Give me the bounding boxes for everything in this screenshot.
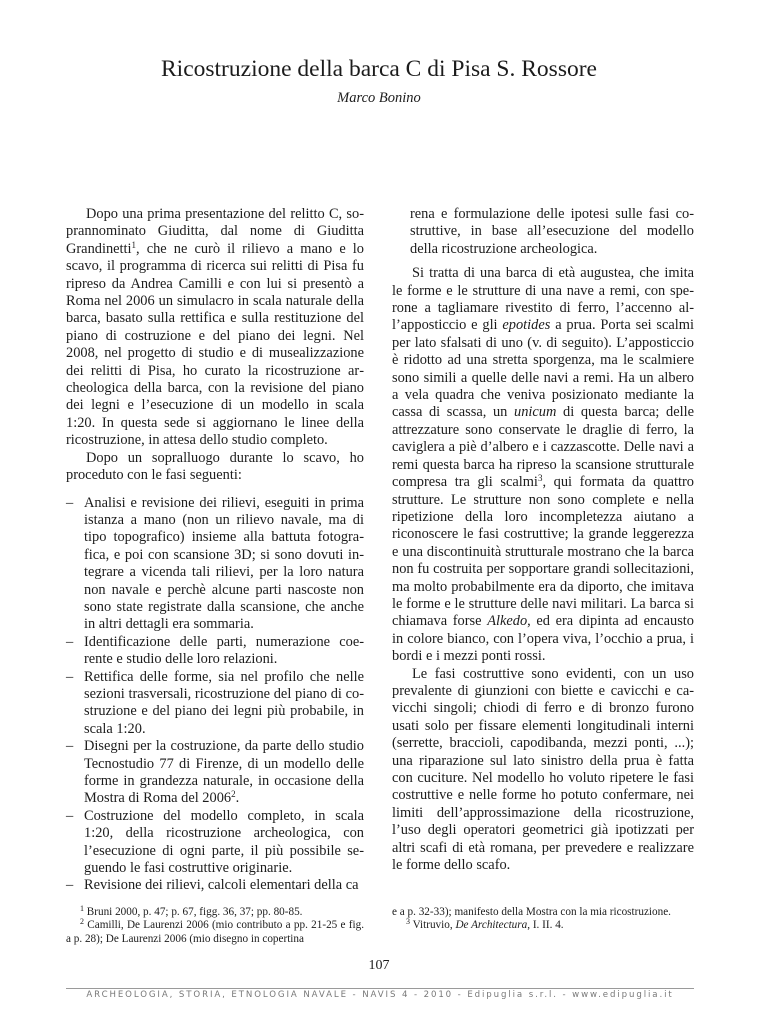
footnote-number: 1 [80,904,84,913]
footnotes-left [66,906,364,946]
paragraph: Le fasi costruttive sono evidenti, con un uso prevalente di giunzioni con biette e cavicchi e cavicchi singoli; chiodi di ferro e di bronzo furono usati solo per fissare elementi longitudinali interni (serrette, braccioli, capodibanda, mezzi ponti, ...); una riparazione sul lato sinistro della prua è fatta con cuciture. Nel modello ho voluto ripetere le fasi costruttive e nelle forme ho potuto confermare, nei limiti dell’approssimazione della ricostruzione, l’uso degli operatori geometrici già ipotizzati per altri scafi di età romana, per prevedere e realizzare le forme dello scafo. [392,665,694,874]
footnote-text: Camilli, De Laurenzi 2006 (mio contributo a pp. 21-25 e fig. a p. 28); De Laurenzi 2006 (mio disegno in copertina [66,919,365,945]
text-run: Si tratta di una barca di età augustea, che imita le forme e le strutture di una nave a remi, con sperone a tagliamare rivestito di ferro, l’accenno all’apposticcio e gli [392,265,694,334]
footnote [392,919,694,932]
footnote-text: Bruni 2000, p. 47; p. 67, figg. 36, 37; pp. 80-85. [86,906,303,918]
paragraph [392,265,694,665]
text-run: , ed era dipinta ad encausto in colore bianco, con l’opera viva, l’occhio a prua, i bordi e i mezzi ponti rossi. [392,613,694,665]
list-item: – Costruzione del modello completo, in scala 1:20, della ricostruzione archeologica, con l’esecuzione di ogni parte, il più possibile seguendo le fasi costruttive originarie. [66,808,364,878]
paragraph [66,206,364,450]
footnotes-right [392,906,694,933]
footnote-ref: 3 [537,473,543,484]
text-run: Disegni per la costruzione, da parte dello studio Tecnostudio 77 di Firenze, di un modello delle forme in grandezza naturale, in occasione della Mostra di Roma del 2006 [84,738,364,807]
footnote-number: 2 [80,917,84,927]
left-column [66,206,364,895]
text-run: , qui formata da quattro strutture. Le strutture non sono complete e nella ripetizione della loro incompletezza aiutano a riconoscere le fasi costruttive; la grande leggerezza e una discontinuità strutturale mostrano che la barca non fu costruita per sopportare grandi sollecitazioni, ma molto probabilmente era da diporto, che imitava le forme e le strutture delle navi militari. La barca si chiamava forse [392,474,694,630]
italic-term: epotides [502,317,551,334]
footnote-text: Vitruvio, [412,919,453,932]
text-run: di questa barca; delle attrezzature sono conservate le draglie di ferro, la caviglera a piè d’albero e i cazzascotte. Delle navi a remi questa barca ha ripreso la scansione strutturale compresa tra gli scalmi [392,404,694,491]
text-run: a prua. Porta sei scalmi per lato sfalsati di uno (v. di seguito). L’apposticcio è ridotto ad una stretta sporgenza, ma le scalmiere sono simili a quelle delle navi a remi. Ha un albero a vela quadra che veniva posizionato mediante la cassa di scassa, un [392,317,694,421]
list-item: – Rettifica delle forme, sia nel profilo che nelle sezioni trasversali, ricostruzione del piano di costruzione e del piano dei legni più probabile, in scala 1:20. [66,669,364,739]
footnote [66,919,364,946]
footer-rule [66,988,694,989]
list-item: – Revisione dei rilievi, calcoli elementari della ca [66,877,364,894]
footnote-continuation: e a p. 32-33); manifesto della Mostra con la mia ricostruzione. [392,906,671,918]
italic-term: De Architectura [455,919,528,932]
author-name: Marco Bonino [337,90,421,106]
paragraph: rena e formulazione delle ipotesi sulle fasi costruttive, in base all’esecuzione del modello della ricostruzione archeologica. [410,206,694,257]
footnote-ref: 1 [131,239,137,250]
page-number: 107 [368,958,390,973]
procedure-list [66,495,364,895]
running-footer: ARCHEOLOGIA, STORIA, ETNOLOGIA NAVALE - NAVIS 4 - 2010 - Edipuglia s.r.l. - www.edipuglia.it [86,990,674,1000]
paper-title: Ricostruzione della barca C di Pisa S. Rossore [161,56,597,82]
list-item: – Identificazione delle parti, numerazione coerente e studio delle loro relazioni. [66,634,364,669]
right-column [392,206,694,874]
footnote [66,906,364,919]
italic-term: unicum [514,404,557,421]
footnote-number: 3 [406,917,410,927]
text-run: , che ne curò il rilievo a mano e lo scavo, il programma di ricerca sui relitti di Pisa fu ripreso da Andrea Camilli e con lui si presentò a Roma nel 2006 un simulacro in scala naturale della barca, basato sulla rettifica e sulla restituzione del piano di costruzione e del piano dei legni. Nel 2008, nel progetto di studio e di musealizzazione dei relitti di Pisa, ho curato la ricostruzione archeologica della barca, con la revisione del piano dei legni e l’esecuzione di un modello in scala 1:20. In questa sede si aggiornano le linee della ricostruzione, in attesa dello studio completo. [66,240,364,449]
paragraph: Dopo un sopralluogo durante lo scavo, ho proceduto con le fasi seguenti: [66,449,364,484]
list-item: – Analisi e revisione dei rilievi, eseguiti in prima istanza a mano (non un rilievo navale, ma di tipo topografico) insieme alla battuta fotografica, e poi con scansione 3D; si sono dovuti integrare a vicenda tali rilievi, per la loro natura non navale e perchè alcune parti nascoste non sono state registrate dalla scansione, che anche in altri dettagli era sommaria. [66,495,364,634]
text-run: Dopo una prima presentazione del relitto C, soprannominato Giuditta, dal nome di Giuditta Grandinetti [66,206,364,257]
list-item [66,738,364,808]
italic-term: Alkedo [487,613,528,630]
footnote-text: , I. II. 4. [527,919,564,932]
text-run: . [235,790,240,807]
footnote-ref: 2 [231,789,236,800]
